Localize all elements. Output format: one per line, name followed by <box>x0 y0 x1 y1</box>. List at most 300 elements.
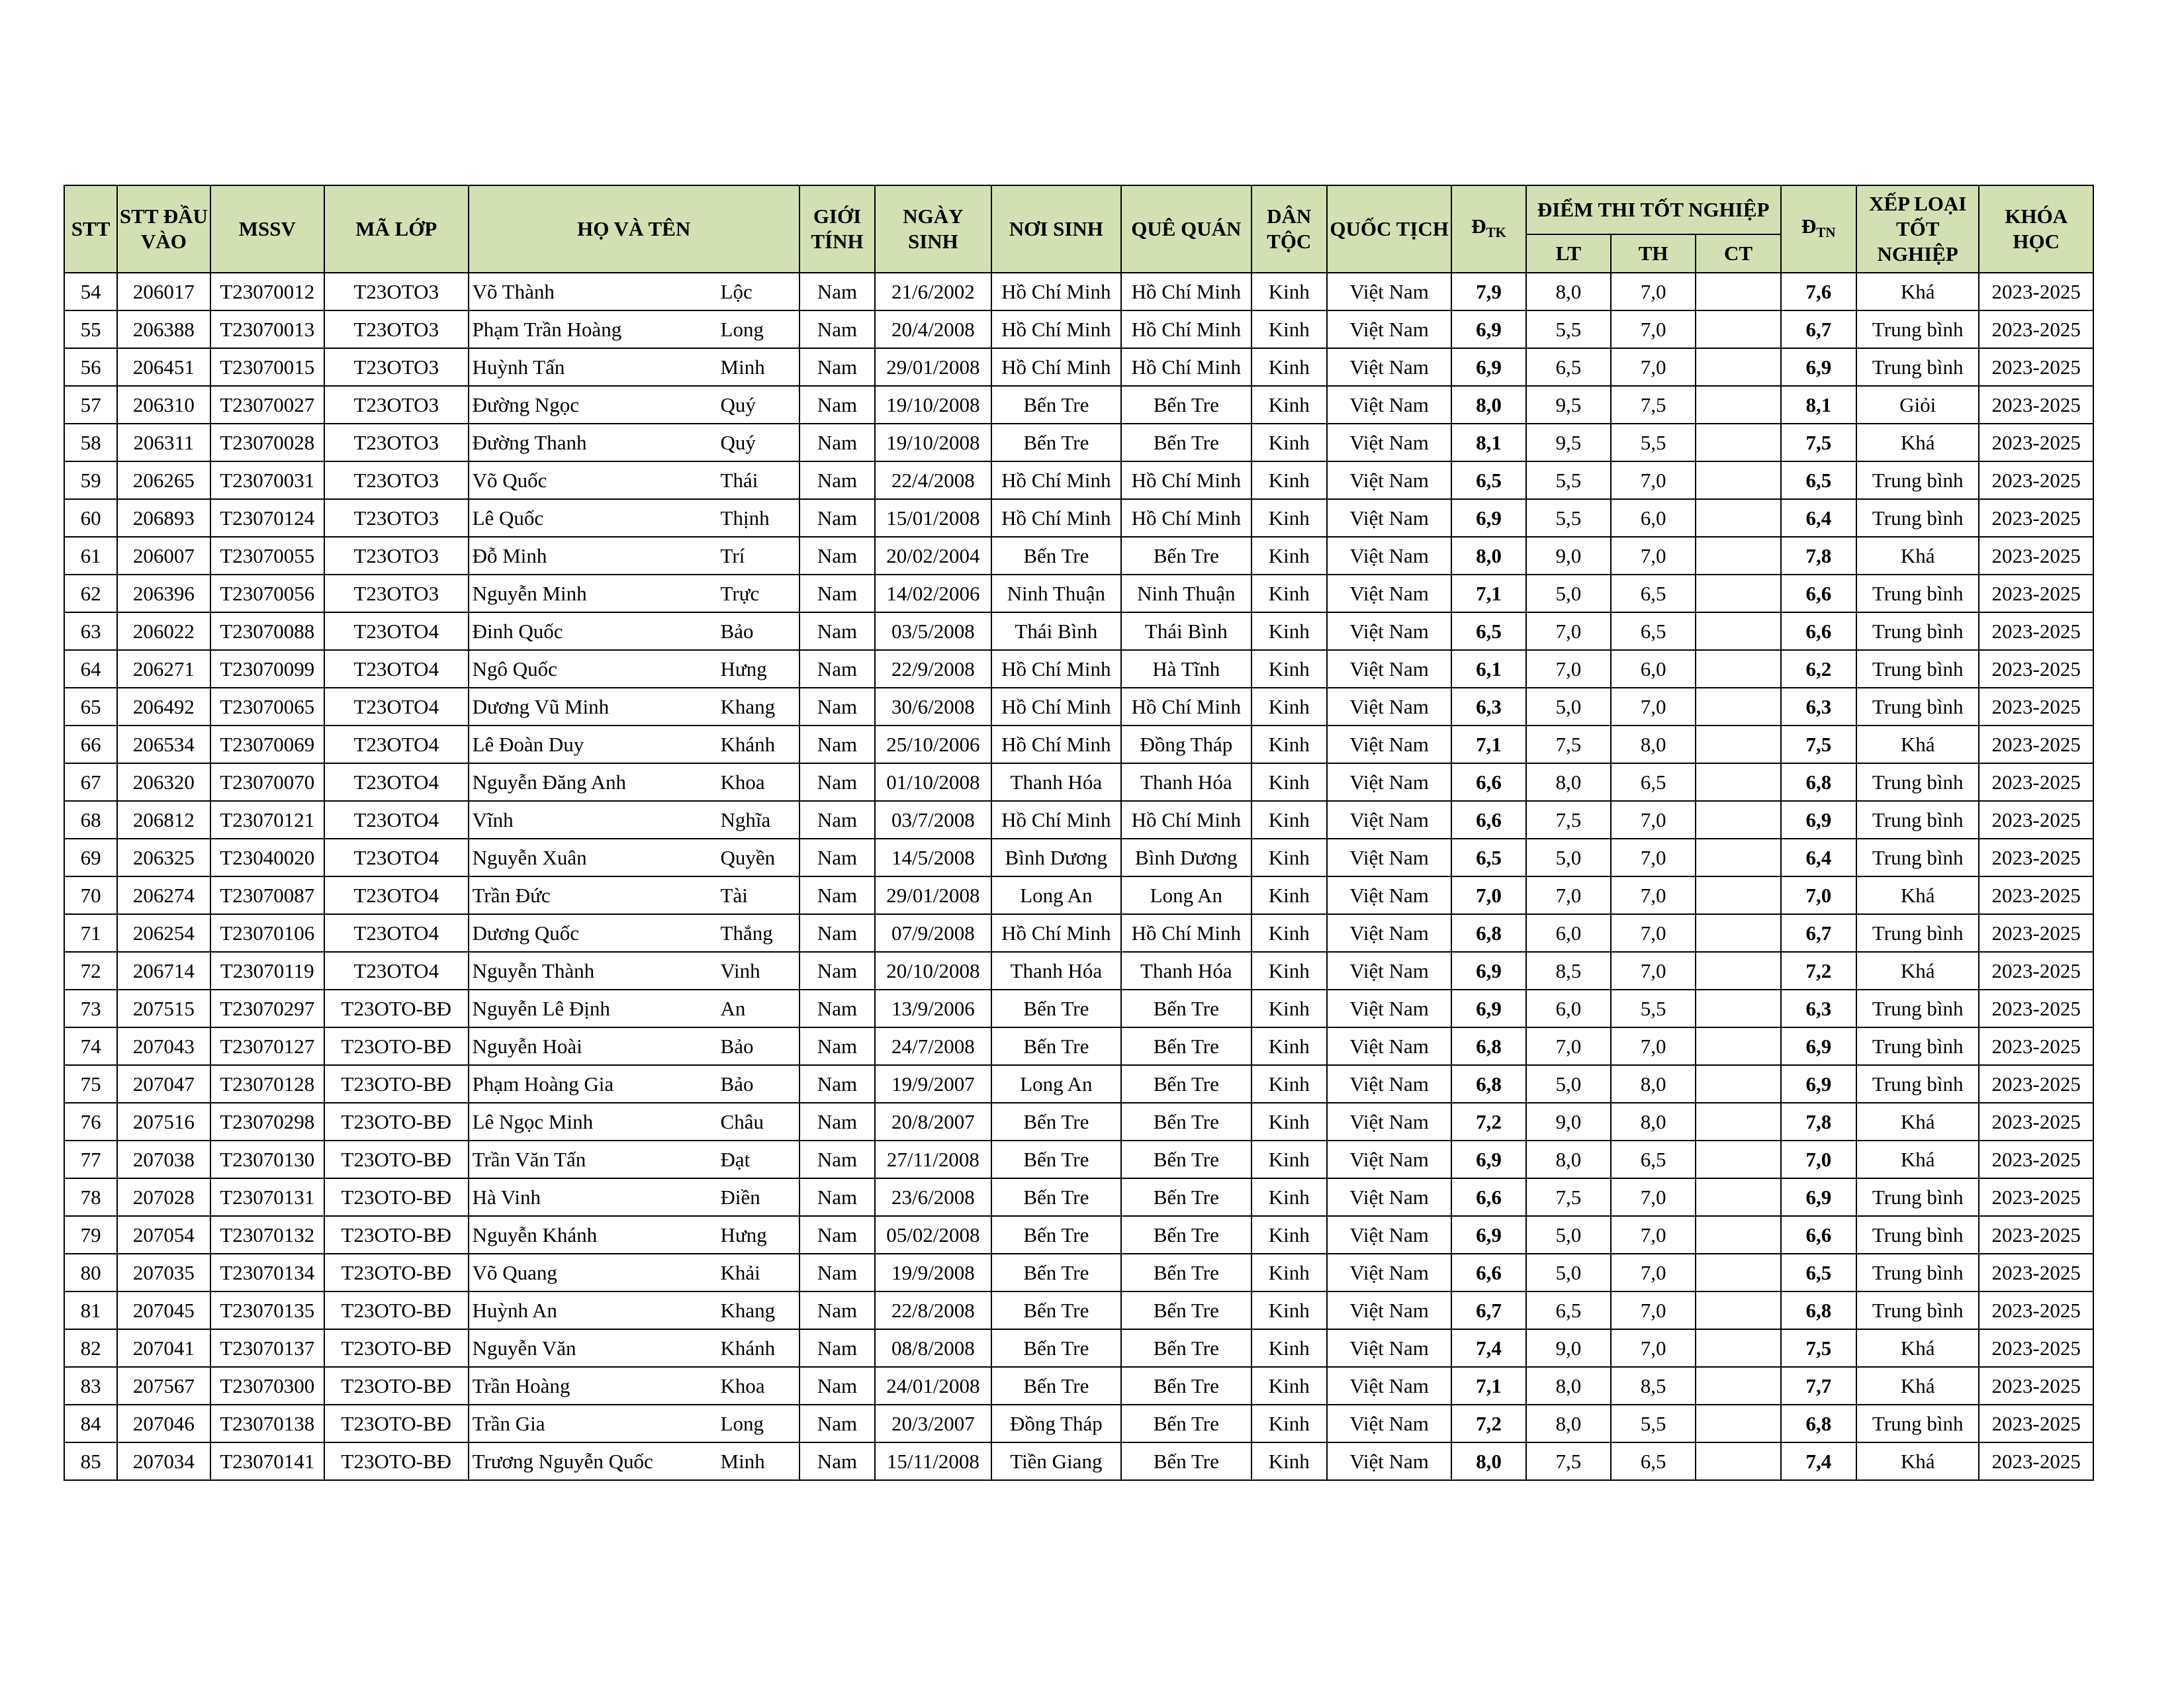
cell-ten: Thái <box>717 461 799 499</box>
table-row <box>64 386 2093 424</box>
cell-lt: 9,5 <box>1526 424 1611 461</box>
cell-dtn: 6,8 <box>1781 763 1856 801</box>
cell-khoa-hoc: 2023-2025 <box>1979 1442 2093 1480</box>
table-row <box>64 1178 2093 1216</box>
cell-lt: 7,5 <box>1526 726 1611 763</box>
cell-ct <box>1696 612 1780 650</box>
cell-dan-toc: Kinh <box>1251 310 1327 348</box>
col-stt-dau-vao: STT ĐẦU VÀO <box>117 185 210 273</box>
cell-dtn: 6,9 <box>1781 801 1856 839</box>
cell-ct <box>1696 763 1780 801</box>
cell-quoc-tich: Việt Nam <box>1327 1442 1451 1480</box>
cell-ten: Trí <box>717 537 799 575</box>
table-row <box>64 499 2093 537</box>
table-row <box>64 1141 2093 1178</box>
cell-dtk: 6,5 <box>1451 612 1525 650</box>
cell-ten: Khang <box>717 688 799 726</box>
cell-que-quan: Hồ Chí Minh <box>1121 499 1251 537</box>
cell-dan-toc: Kinh <box>1251 952 1327 990</box>
cell-khoa-hoc: 2023-2025 <box>1979 1103 2093 1141</box>
cell-que-quan: Hà Tĩnh <box>1121 650 1251 688</box>
cell-th: 8,0 <box>1611 726 1696 763</box>
cell-noi-sinh: Hồ Chí Minh <box>991 461 1122 499</box>
cell-ma-lop: T23OTO-BĐ <box>324 1216 469 1254</box>
cell-dtn: 6,6 <box>1781 612 1856 650</box>
cell-quoc-tich: Việt Nam <box>1327 1216 1451 1254</box>
table-header <box>64 185 2093 273</box>
cell-dtn: 6,8 <box>1781 1291 1856 1329</box>
dtn-sub: TN <box>1816 224 1836 240</box>
cell-noi-sinh: Hồ Chí Minh <box>991 726 1122 763</box>
cell-quoc-tich: Việt Nam <box>1327 990 1451 1027</box>
cell-mssv: T23070056 <box>210 575 324 612</box>
cell-que-quan: Hồ Chí Minh <box>1121 461 1251 499</box>
cell-th: 7,0 <box>1611 273 1696 310</box>
dtk-sub: TK <box>1486 224 1506 240</box>
cell-quoc-tich: Việt Nam <box>1327 612 1451 650</box>
cell-noi-sinh: Bến Tre <box>991 990 1122 1027</box>
table-row <box>64 914 2093 952</box>
cell-noi-sinh: Hồ Chí Minh <box>991 801 1122 839</box>
cell-quoc-tich: Việt Nam <box>1327 650 1451 688</box>
cell-dtk: 8,0 <box>1451 537 1525 575</box>
cell-stt-dau-vao: 207516 <box>117 1103 210 1141</box>
cell-dtn: 6,4 <box>1781 839 1856 876</box>
col-xep-loai: XẾP LOẠI TỐT NGHIỆP <box>1856 185 1979 273</box>
cell-ten: Quyền <box>717 839 799 876</box>
cell-mssv: T23070124 <box>210 499 324 537</box>
cell-khoa-hoc: 2023-2025 <box>1979 650 2093 688</box>
table-row <box>64 273 2093 310</box>
cell-lt: 7,5 <box>1526 801 1611 839</box>
cell-que-quan: Long An <box>1121 876 1251 914</box>
cell-stt-dau-vao: 207028 <box>117 1178 210 1216</box>
cell-ct <box>1696 1329 1780 1367</box>
cell-ma-lop: T23OTO4 <box>324 763 469 801</box>
cell-stt-dau-vao: 206714 <box>117 952 210 990</box>
cell-dtk: 6,6 <box>1451 763 1525 801</box>
cell-quoc-tich: Việt Nam <box>1327 763 1451 801</box>
cell-lt: 9,0 <box>1526 1103 1611 1141</box>
cell-ct <box>1696 1103 1780 1141</box>
cell-xep-loai: Khá <box>1856 1141 1979 1178</box>
cell-quoc-tich: Việt Nam <box>1327 386 1451 424</box>
cell-quoc-tich: Việt Nam <box>1327 1027 1451 1065</box>
cell-ma-lop: T23OTO3 <box>324 310 469 348</box>
cell-dtn: 6,3 <box>1781 990 1856 1027</box>
cell-gioi-tinh: Nam <box>799 1367 875 1405</box>
cell-gioi-tinh: Nam <box>799 348 875 386</box>
cell-dan-toc: Kinh <box>1251 612 1327 650</box>
cell-xep-loai: Trung bình <box>1856 1065 1979 1103</box>
cell-dtk: 7,9 <box>1451 273 1525 310</box>
cell-ngay-sinh: 15/11/2008 <box>875 1442 991 1480</box>
cell-dtk: 6,6 <box>1451 801 1525 839</box>
cell-ngay-sinh: 20/4/2008 <box>875 310 991 348</box>
cell-xep-loai: Trung bình <box>1856 348 1979 386</box>
cell-ct <box>1696 1216 1780 1254</box>
cell-ho-dem: Đinh Quốc <box>469 612 717 650</box>
col-diem-thi-tot-nghiep: ĐIỂM THI TỐT NGHIỆP <box>1526 185 1781 234</box>
col-lt: LT <box>1526 234 1611 273</box>
cell-gioi-tinh: Nam <box>799 876 875 914</box>
cell-ma-lop: T23OTO4 <box>324 688 469 726</box>
cell-ma-lop: T23OTO4 <box>324 612 469 650</box>
cell-stt-dau-vao: 207035 <box>117 1254 210 1291</box>
cell-stt-dau-vao: 206396 <box>117 575 210 612</box>
table-row <box>64 1216 2093 1254</box>
cell-noi-sinh: Ninh Thuận <box>991 575 1122 612</box>
col-mssv: MSSV <box>210 185 324 273</box>
cell-ngay-sinh: 20/3/2007 <box>875 1405 991 1442</box>
cell-noi-sinh: Hồ Chí Minh <box>991 499 1122 537</box>
cell-stt-dau-vao: 206271 <box>117 650 210 688</box>
cell-khoa-hoc: 2023-2025 <box>1979 952 2093 990</box>
cell-stt-dau-vao: 207515 <box>117 990 210 1027</box>
cell-dtk: 6,1 <box>1451 650 1525 688</box>
cell-lt: 9,5 <box>1526 386 1611 424</box>
cell-ma-lop: T23OTO-BĐ <box>324 1254 469 1291</box>
cell-dtn: 6,5 <box>1781 1254 1856 1291</box>
cell-mssv: T23040020 <box>210 839 324 876</box>
cell-th: 7,0 <box>1611 1329 1696 1367</box>
cell-ten: Bảo <box>717 1027 799 1065</box>
cell-ten: Khánh <box>717 726 799 763</box>
cell-gioi-tinh: Nam <box>799 1405 875 1442</box>
cell-ten: Khải <box>717 1254 799 1291</box>
cell-th: 7,0 <box>1611 914 1696 952</box>
cell-ma-lop: T23OTO4 <box>324 876 469 914</box>
cell-stt: 82 <box>64 1329 117 1367</box>
cell-dan-toc: Kinh <box>1251 1103 1327 1141</box>
cell-xep-loai: Trung bình <box>1856 1178 1979 1216</box>
cell-dtn: 6,9 <box>1781 348 1856 386</box>
cell-ct <box>1696 1367 1780 1405</box>
cell-mssv: T23070031 <box>210 461 324 499</box>
table-row <box>64 650 2093 688</box>
cell-que-quan: Hồ Chí Minh <box>1121 310 1251 348</box>
cell-mssv: T23070012 <box>210 273 324 310</box>
cell-dtk: 6,9 <box>1451 990 1525 1027</box>
cell-dan-toc: Kinh <box>1251 1027 1327 1065</box>
cell-ngay-sinh: 20/8/2007 <box>875 1103 991 1141</box>
cell-khoa-hoc: 2023-2025 <box>1979 1291 2093 1329</box>
cell-ma-lop: T23OTO4 <box>324 839 469 876</box>
cell-que-quan: Bến Tre <box>1121 537 1251 575</box>
cell-ma-lop: T23OTO3 <box>324 499 469 537</box>
cell-noi-sinh: Hồ Chí Minh <box>991 310 1122 348</box>
table-row <box>64 801 2093 839</box>
cell-dtn: 7,5 <box>1781 726 1856 763</box>
col-dtk <box>1451 185 1525 273</box>
cell-que-quan: Bến Tre <box>1121 990 1251 1027</box>
cell-ten: An <box>717 990 799 1027</box>
cell-lt: 8,5 <box>1526 952 1611 990</box>
cell-ma-lop: T23OTO-BĐ <box>324 1065 469 1103</box>
table-body <box>64 273 2093 1480</box>
cell-khoa-hoc: 2023-2025 <box>1979 537 2093 575</box>
cell-stt: 83 <box>64 1367 117 1405</box>
cell-dtk: 6,9 <box>1451 499 1525 537</box>
cell-lt: 8,0 <box>1526 1367 1611 1405</box>
cell-gioi-tinh: Nam <box>799 424 875 461</box>
cell-khoa-hoc: 2023-2025 <box>1979 575 2093 612</box>
cell-gioi-tinh: Nam <box>799 461 875 499</box>
cell-gioi-tinh: Nam <box>799 1254 875 1291</box>
cell-stt: 69 <box>64 839 117 876</box>
cell-dtn: 7,6 <box>1781 273 1856 310</box>
cell-xep-loai: Khá <box>1856 952 1979 990</box>
cell-dtn: 7,0 <box>1781 1141 1856 1178</box>
cell-khoa-hoc: 2023-2025 <box>1979 1405 2093 1442</box>
cell-stt: 81 <box>64 1291 117 1329</box>
cell-stt: 76 <box>64 1103 117 1141</box>
table-row <box>64 310 2093 348</box>
cell-dtk: 7,1 <box>1451 575 1525 612</box>
cell-ho-dem: Nguyễn Khánh <box>469 1216 717 1254</box>
cell-stt: 66 <box>64 726 117 763</box>
cell-ct <box>1696 1291 1780 1329</box>
cell-th: 7,0 <box>1611 1178 1696 1216</box>
cell-xep-loai: Khá <box>1856 537 1979 575</box>
cell-dan-toc: Kinh <box>1251 499 1327 537</box>
cell-que-quan: Bến Tre <box>1121 1329 1251 1367</box>
cell-stt: 60 <box>64 499 117 537</box>
cell-ct <box>1696 914 1780 952</box>
table-row <box>64 612 2093 650</box>
cell-gioi-tinh: Nam <box>799 990 875 1027</box>
cell-ma-lop: T23OTO-BĐ <box>324 1178 469 1216</box>
cell-noi-sinh: Bến Tre <box>991 1103 1122 1141</box>
cell-noi-sinh: Bến Tre <box>991 1027 1122 1065</box>
cell-ngay-sinh: 23/6/2008 <box>875 1178 991 1216</box>
cell-noi-sinh: Long An <box>991 876 1122 914</box>
cell-quoc-tich: Việt Nam <box>1327 688 1451 726</box>
cell-th: 6,5 <box>1611 612 1696 650</box>
cell-quoc-tich: Việt Nam <box>1327 461 1451 499</box>
cell-ma-lop: T23OTO3 <box>324 386 469 424</box>
cell-ho-dem: Hà Vinh <box>469 1178 717 1216</box>
cell-stt: 75 <box>64 1065 117 1103</box>
cell-ngay-sinh: 14/5/2008 <box>875 839 991 876</box>
cell-ct <box>1696 273 1780 310</box>
cell-quoc-tich: Việt Nam <box>1327 537 1451 575</box>
cell-quoc-tich: Việt Nam <box>1327 952 1451 990</box>
cell-mssv: T23070297 <box>210 990 324 1027</box>
cell-ngay-sinh: 24/01/2008 <box>875 1367 991 1405</box>
cell-ma-lop: T23OTO3 <box>324 273 469 310</box>
cell-th: 5,5 <box>1611 1405 1696 1442</box>
cell-ct <box>1696 310 1780 348</box>
cell-ngay-sinh: 29/01/2008 <box>875 876 991 914</box>
cell-quoc-tich: Việt Nam <box>1327 839 1451 876</box>
cell-stt-dau-vao: 206254 <box>117 914 210 952</box>
cell-stt-dau-vao: 206451 <box>117 348 210 386</box>
cell-quoc-tich: Việt Nam <box>1327 914 1451 952</box>
cell-xep-loai: Trung bình <box>1856 688 1979 726</box>
cell-xep-loai: Trung bình <box>1856 763 1979 801</box>
cell-mssv: T23070028 <box>210 424 324 461</box>
cell-que-quan: Hồ Chí Minh <box>1121 273 1251 310</box>
cell-dan-toc: Kinh <box>1251 424 1327 461</box>
cell-stt: 79 <box>64 1216 117 1254</box>
cell-th: 7,0 <box>1611 1254 1696 1291</box>
cell-dtn: 6,7 <box>1781 310 1856 348</box>
table-row <box>64 1027 2093 1065</box>
cell-khoa-hoc: 2023-2025 <box>1979 1216 2093 1254</box>
cell-stt: 55 <box>64 310 117 348</box>
cell-dan-toc: Kinh <box>1251 1405 1327 1442</box>
cell-dtk: 8,0 <box>1451 1442 1525 1480</box>
cell-stt: 56 <box>64 348 117 386</box>
cell-stt: 85 <box>64 1442 117 1480</box>
cell-dtn: 6,6 <box>1781 575 1856 612</box>
cell-ct <box>1696 1141 1780 1178</box>
cell-lt: 8,0 <box>1526 273 1611 310</box>
cell-dtk: 6,8 <box>1451 914 1525 952</box>
cell-mssv: T23070132 <box>210 1216 324 1254</box>
cell-ct <box>1696 499 1780 537</box>
cell-gioi-tinh: Nam <box>799 499 875 537</box>
cell-khoa-hoc: 2023-2025 <box>1979 1329 2093 1367</box>
col-que-quan: QUÊ QUÁN <box>1121 185 1251 273</box>
cell-noi-sinh: Bến Tre <box>991 1216 1122 1254</box>
cell-ho-dem: Huỳnh An <box>469 1291 717 1329</box>
cell-gioi-tinh: Nam <box>799 1065 875 1103</box>
cell-que-quan: Bến Tre <box>1121 1027 1251 1065</box>
cell-khoa-hoc: 2023-2025 <box>1979 386 2093 424</box>
cell-ct <box>1696 575 1780 612</box>
cell-th: 7,0 <box>1611 310 1696 348</box>
cell-mssv: T23070013 <box>210 310 324 348</box>
cell-th: 7,0 <box>1611 688 1696 726</box>
table-row <box>64 876 2093 914</box>
table-row <box>64 1291 2093 1329</box>
cell-ngay-sinh: 21/6/2002 <box>875 273 991 310</box>
cell-quoc-tich: Việt Nam <box>1327 273 1451 310</box>
cell-ct <box>1696 1254 1780 1291</box>
cell-lt: 5,5 <box>1526 499 1611 537</box>
cell-khoa-hoc: 2023-2025 <box>1979 801 2093 839</box>
cell-xep-loai: Trung bình <box>1856 575 1979 612</box>
cell-noi-sinh: Bến Tre <box>991 386 1122 424</box>
cell-dtn: 6,9 <box>1781 1027 1856 1065</box>
cell-ten: Thắng <box>717 914 799 952</box>
cell-quoc-tich: Việt Nam <box>1327 1329 1451 1367</box>
cell-que-quan: Thanh Hóa <box>1121 952 1251 990</box>
cell-dtk: 6,6 <box>1451 1178 1525 1216</box>
cell-mssv: T23070087 <box>210 876 324 914</box>
cell-quoc-tich: Việt Nam <box>1327 1291 1451 1329</box>
cell-khoa-hoc: 2023-2025 <box>1979 1367 2093 1405</box>
cell-ma-lop: T23OTO4 <box>324 726 469 763</box>
cell-que-quan: Bến Tre <box>1121 1103 1251 1141</box>
cell-ngay-sinh: 20/10/2008 <box>875 952 991 990</box>
cell-ma-lop: T23OTO4 <box>324 801 469 839</box>
cell-khoa-hoc: 2023-2025 <box>1979 726 2093 763</box>
cell-lt: 6,5 <box>1526 348 1611 386</box>
cell-xep-loai: Khá <box>1856 876 1979 914</box>
cell-que-quan: Hồ Chí Minh <box>1121 801 1251 839</box>
cell-khoa-hoc: 2023-2025 <box>1979 1027 2093 1065</box>
cell-noi-sinh: Bến Tre <box>991 1254 1122 1291</box>
cell-stt: 64 <box>64 650 117 688</box>
cell-dan-toc: Kinh <box>1251 1141 1327 1178</box>
cell-noi-sinh: Bến Tre <box>991 1329 1122 1367</box>
cell-ma-lop: T23OTO4 <box>324 914 469 952</box>
cell-noi-sinh: Long An <box>991 1065 1122 1103</box>
cell-que-quan: Bến Tre <box>1121 386 1251 424</box>
cell-th: 6,5 <box>1611 1141 1696 1178</box>
table-row <box>64 688 2093 726</box>
cell-khoa-hoc: 2023-2025 <box>1979 839 2093 876</box>
cell-ten: Quý <box>717 424 799 461</box>
cell-dan-toc: Kinh <box>1251 914 1327 952</box>
cell-dan-toc: Kinh <box>1251 1065 1327 1103</box>
table-row <box>64 763 2093 801</box>
cell-ma-lop: T23OTO3 <box>324 461 469 499</box>
cell-xep-loai: Trung bình <box>1856 1254 1979 1291</box>
cell-ten: Châu <box>717 1103 799 1141</box>
cell-lt: 5,0 <box>1526 1065 1611 1103</box>
cell-ct <box>1696 348 1780 386</box>
cell-th: 7,0 <box>1611 537 1696 575</box>
cell-ma-lop: T23OTO-BĐ <box>324 1329 469 1367</box>
cell-mssv: T23070055 <box>210 537 324 575</box>
cell-xep-loai: Trung bình <box>1856 990 1979 1027</box>
table-row <box>64 1405 2093 1442</box>
cell-stt-dau-vao: 207034 <box>117 1442 210 1480</box>
cell-ma-lop: T23OTO-BĐ <box>324 1027 469 1065</box>
table-row <box>64 348 2093 386</box>
cell-gioi-tinh: Nam <box>799 839 875 876</box>
cell-mssv: T23070300 <box>210 1367 324 1405</box>
cell-dtk: 6,3 <box>1451 688 1525 726</box>
cell-stt-dau-vao: 206017 <box>117 273 210 310</box>
cell-ma-lop: T23OTO4 <box>324 952 469 990</box>
table-row <box>64 537 2093 575</box>
cell-khoa-hoc: 2023-2025 <box>1979 990 2093 1027</box>
cell-dtn: 6,9 <box>1781 1065 1856 1103</box>
cell-noi-sinh: Đồng Tháp <box>991 1405 1122 1442</box>
cell-quoc-tich: Việt Nam <box>1327 348 1451 386</box>
cell-ngay-sinh: 05/02/2008 <box>875 1216 991 1254</box>
cell-stt: 61 <box>64 537 117 575</box>
cell-th: 8,0 <box>1611 1103 1696 1141</box>
cell-ho-dem: Đỗ Minh <box>469 537 717 575</box>
col-noi-sinh: NƠI SINH <box>991 185 1122 273</box>
cell-lt: 7,0 <box>1526 876 1611 914</box>
cell-stt: 57 <box>64 386 117 424</box>
cell-lt: 9,0 <box>1526 1329 1611 1367</box>
cell-noi-sinh: Tiền Giang <box>991 1442 1122 1480</box>
cell-xep-loai: Trung bình <box>1856 839 1979 876</box>
cell-khoa-hoc: 2023-2025 <box>1979 461 2093 499</box>
cell-ngay-sinh: 19/10/2008 <box>875 386 991 424</box>
cell-lt: 8,0 <box>1526 1141 1611 1178</box>
cell-quoc-tich: Việt Nam <box>1327 424 1451 461</box>
cell-ho-dem: Dương Vũ Minh <box>469 688 717 726</box>
cell-lt: 5,0 <box>1526 575 1611 612</box>
cell-ten: Nghĩa <box>717 801 799 839</box>
cell-dan-toc: Kinh <box>1251 386 1327 424</box>
cell-dan-toc: Kinh <box>1251 537 1327 575</box>
cell-th: 7,5 <box>1611 386 1696 424</box>
cell-khoa-hoc: 2023-2025 <box>1979 424 2093 461</box>
cell-ngay-sinh: 15/01/2008 <box>875 499 991 537</box>
cell-stt: 59 <box>64 461 117 499</box>
cell-dtn: 6,8 <box>1781 1405 1856 1442</box>
